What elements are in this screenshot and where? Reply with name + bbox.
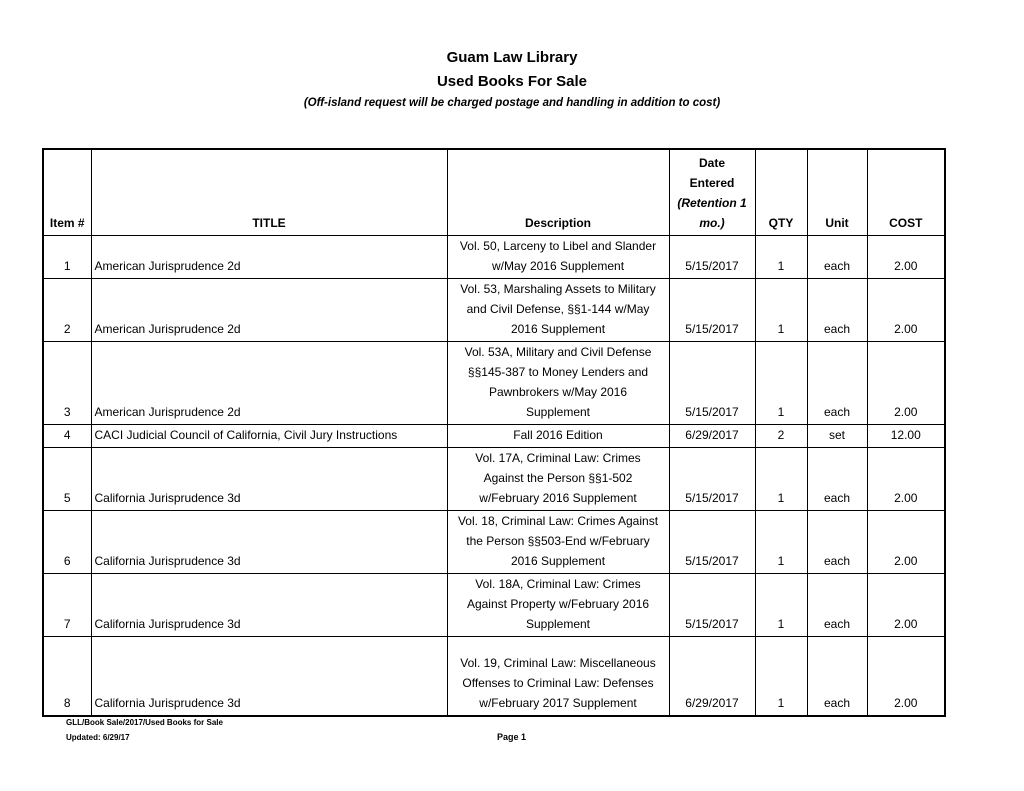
description-line: Against the Person §§1-502 — [483, 470, 633, 485]
date-entered-cell: 5/15/2017 — [669, 573, 755, 636]
footer-updated-date: Updated: 6/29/17 — [66, 733, 130, 742]
column-header-unit: Unit — [807, 149, 867, 235]
unit-cell: each — [807, 341, 867, 424]
footer-file-path: GLL/Book Sale/2017/Used Books for Sale — [66, 718, 223, 727]
description-line: Vol. 17A, Criminal Law: Crimes — [475, 450, 641, 465]
date-entered-cell: 6/29/2017 — [669, 424, 755, 447]
column-header-qty: QTY — [755, 149, 807, 235]
title-cell: California Jurisprudence 3d — [91, 447, 447, 510]
description-line: Supplement — [525, 404, 591, 419]
qty-cell: 1 — [755, 636, 807, 716]
item-number-cell: 3 — [43, 341, 91, 424]
table-row — [43, 636, 945, 716]
table-row — [43, 510, 945, 573]
description-line: Against Property w/February 2016 — [466, 596, 650, 611]
description-cell — [447, 235, 669, 278]
cost-cell: 12.00 — [867, 424, 945, 447]
cost-cell: 2.00 — [867, 510, 945, 573]
column-header-cost: COST — [867, 149, 945, 235]
item-number-cell: 5 — [43, 447, 91, 510]
unit-cell: each — [807, 510, 867, 573]
title-cell: American Jurisprudence 2d — [91, 235, 447, 278]
description-line: §§145-387 to Money Lenders and — [467, 364, 649, 379]
retention-header-line: (Retention 1 — [677, 195, 747, 210]
qty-cell: 1 — [755, 573, 807, 636]
title-cell: California Jurisprudence 3d — [91, 636, 447, 716]
description-line: Vol. 50, Larceny to Libel and Slander — [459, 238, 657, 253]
page-subtitle: Used Books For Sale — [436, 73, 588, 90]
cost-cell: 2.00 — [867, 235, 945, 278]
description-line: w/May 2016 Supplement — [491, 258, 625, 273]
date-entered-cell: 6/29/2017 — [669, 636, 755, 716]
description-line: and Civil Defense, §§1-144 w/May — [466, 301, 650, 316]
cost-cell: 2.00 — [867, 447, 945, 510]
date-entered-cell: 5/15/2017 — [669, 278, 755, 341]
unit-cell: each — [807, 447, 867, 510]
retention-header-line: mo.) — [699, 215, 725, 230]
description-line: the Person §§503-End w/February — [466, 533, 650, 548]
cost-cell: 2.00 — [867, 341, 945, 424]
column-header-title: TITLE — [91, 149, 447, 235]
unit-cell: each — [807, 235, 867, 278]
unit-cell: each — [807, 573, 867, 636]
description-cell — [447, 341, 669, 424]
description-line: 2016 Supplement — [510, 321, 606, 336]
description-line: Vol. 53, Marshaling Assets to Military — [460, 281, 656, 296]
table-row — [43, 235, 945, 278]
description-line: Supplement — [525, 616, 591, 631]
page-number: Page 1 — [497, 732, 527, 742]
table-row — [43, 278, 945, 341]
date-entered-cell: 5/15/2017 — [669, 235, 755, 278]
description-cell — [447, 278, 669, 341]
date-entered-cell: 5/15/2017 — [669, 341, 755, 424]
item-number-cell: 6 — [43, 510, 91, 573]
title-cell: CACI Judicial Council of California, Civil Jury Instructions — [91, 424, 447, 447]
description-cell — [447, 424, 669, 447]
description-line: 2016 Supplement — [510, 553, 606, 568]
qty-cell: 1 — [755, 341, 807, 424]
title-cell: California Jurisprudence 3d — [91, 510, 447, 573]
title-cell: American Jurisprudence 2d — [91, 278, 447, 341]
description-cell — [447, 510, 669, 573]
cost-cell: 2.00 — [867, 573, 945, 636]
table-row — [43, 447, 945, 510]
qty-cell: 1 — [755, 447, 807, 510]
qty-cell: 1 — [755, 235, 807, 278]
qty-cell: 2 — [755, 424, 807, 447]
description-cell — [447, 636, 669, 716]
description-line: Vol. 19, Criminal Law: Miscellaneous — [460, 656, 656, 670]
column-header-description: Description — [447, 149, 669, 235]
description-line: Pawnbrokers w/May 2016 — [488, 384, 628, 399]
description-line: Vol. 18, Criminal Law: Crimes Against — [457, 513, 659, 528]
books-table — [42, 148, 946, 717]
description-line: Vol. 18A, Criminal Law: Crimes — [475, 576, 641, 591]
qty-cell: 1 — [755, 510, 807, 573]
item-number-cell: 2 — [43, 278, 91, 341]
date-header-line: Entered — [689, 175, 735, 190]
unit-cell: each — [807, 636, 867, 716]
description-line: Fall 2016 Edition — [513, 427, 603, 442]
qty-cell: 1 — [755, 278, 807, 341]
table-row — [43, 341, 945, 424]
item-number-cell: 8 — [43, 636, 91, 716]
title-cell: American Jurisprudence 2d — [91, 341, 447, 424]
item-number-cell: 4 — [43, 424, 91, 447]
description-line: w/February 2016 Supplement — [479, 490, 637, 505]
description-line: w/February 2017 Supplement — [479, 696, 637, 710]
table-row — [43, 573, 945, 636]
shipping-note: (Off-island request will be charged postage and handling in addition to cost) — [303, 97, 721, 109]
description-cell — [447, 447, 669, 510]
column-header-item: Item # — [43, 149, 91, 235]
date-entered-cell: 5/15/2017 — [669, 447, 755, 510]
column-header-date — [669, 149, 755, 235]
unit-cell: set — [807, 424, 867, 447]
description-line: Vol. 53A, Military and Civil Defense — [464, 344, 652, 359]
cost-cell: 2.00 — [867, 636, 945, 716]
date-header-line: Date — [698, 155, 725, 170]
title-cell: California Jurisprudence 3d — [91, 573, 447, 636]
description-line: Offenses to Criminal Law: Defenses — [462, 676, 654, 690]
item-number-cell: 7 — [43, 573, 91, 636]
cost-cell: 2.00 — [867, 278, 945, 341]
unit-cell: each — [807, 278, 867, 341]
page-title: Guam Law Library — [446, 49, 578, 66]
item-number-cell: 1 — [43, 235, 91, 278]
date-entered-cell: 5/15/2017 — [669, 510, 755, 573]
description-cell — [447, 573, 669, 636]
table-row — [43, 424, 945, 447]
